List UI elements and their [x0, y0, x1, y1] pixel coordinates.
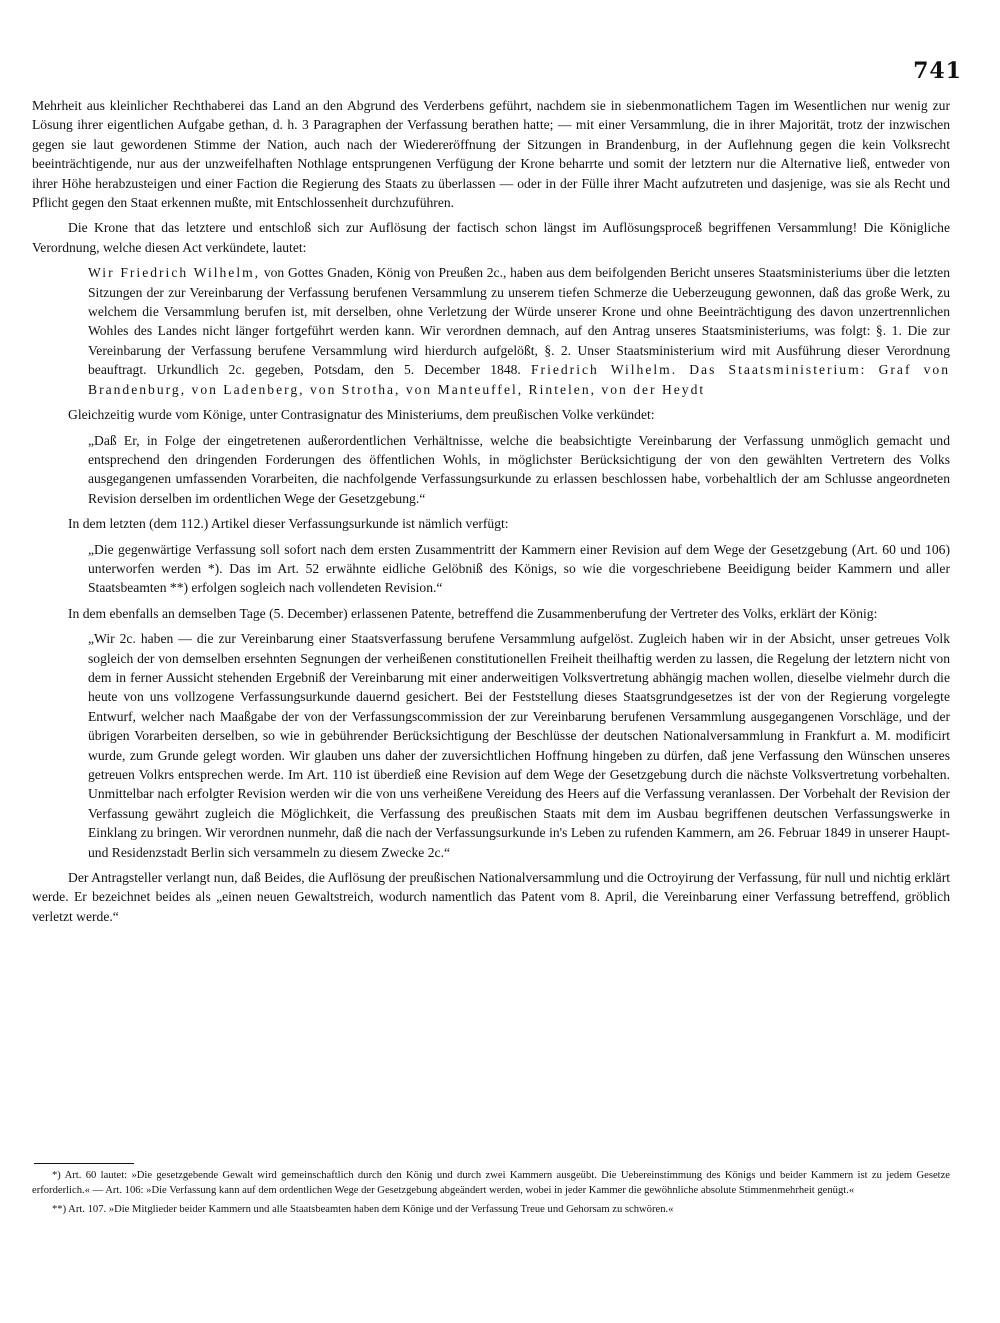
footnotes — [32, 1168, 950, 1222]
paragraph-article-112-intro: In dem letzten (dem 112.) Artikel dieser Verfassungsurkunde ist nämlich verfügt: — [68, 516, 509, 532]
proclamation-quote: „Daß Er, in Folge der eingetretenen außerordentlichen Verhältnisse, welche die beabsichtigte Vereinbarung der Verfassung unmöglich gemacht und entsprechend den dringenden Forderungen des öffentlichen Wohls, in möglichster Berücksichtigung der von den gewählten Vertretern des Volks ausgegangenen umfassenden Vorarbeiten, die nachfolgende Verfassungsurkunde zu erlassen beschlossen habe, vorbehaltlich der am Schlusse angeordneten Revision derselben im ordentlichen Wege der Gesetzgebung.“ — [88, 432, 950, 506]
page-number: 741 — [913, 58, 962, 84]
footnote-2: **) Art. 107. »Die Mitglieder beider Kammern und alle Staatsbeamten haben dem Könige und der Verfassung Treue und Gehorsam zu schwören.« — [52, 1204, 674, 1216]
decree-intro: Wir Friedrich Wilhelm, — [88, 265, 261, 281]
footnote-divider — [34, 1163, 134, 1164]
paragraph-intro: Mehrheit aus kleinlicher Rechthaberei das Land an den Abgrund des Verderbens geführt, nachdem sie in siebenmonatlichem Tagen im Wesentlichen nur wenig zur Lösung ihrer eigentlichen Aufgabe gethan, d. h. 3 Paragraphen der Verfassung berathen hatte; — mit einer Versammlung, die in ihrer Majorität, trotz der inzwischen gegen sie laut gewordenen Stimme der Nation, auch nach der Wiedereröffnung der Sitzungen in Brandenburg, in der Auflehnung gegen die kein Volksrecht beeinträchtigende, nur aus der unzweifelhaften Nothlage entsprungenen Verfügung der Krone beharrte und somit der letztern nur die Alternative ließ, entweder von ihrer Höhe herabzusteigen und einer Faction die Regierung des Staats zu überlassen — oder in der Fülle ihrer Macht aufzutreten und dasjenige, was sie als Recht und Pflicht gegen den Staat erkennen mußte, mit Entschlossenheit durchzuführen. — [32, 98, 950, 211]
patent-quote: „Wir 2c. haben — die zur Vereinbarung einer Staatsverfassung berufene Versammlung aufgelöst. Zugleich haben wir in der Absicht, unser getreues Volk sogleich der von demselben ersehnten Segnungen der verheißenen constitutionellen Freiheit theilhaftig werden zu lassen, die Regelung der letztern nicht von dem in ferner Aussicht stehenden Ergebniß der Vereinbarung mit einer anderweitigen Volksvertretung abhängig machen wollen, dieselbe vielmehr durch die heute von uns vollzogene Verfassungsurkunde dauernd gesichert. Bei der Feststellung dieses Staatsgrundgesetzes ist der von der Regierung vorgelegte Entwurf, welcher nach Maaßgabe der von der Verfassungscommission der zur Vereinbarung berufenen Versammlung ausgegangenen Vorschläge, und der übrigen Vorarbeiten derselben, so wie in gebührender Berücksichtigung der Beschlüsse der deutschen Nationalversammlung in Frankfurt a. M. modificirt wurde, zum Grunde gelegt worden. Wir glauben uns daher der zuversichtlichen Hoffnung hingeben zu dürfen, daß jene Verfassung den Wünschen unseres getreuen Volkrs entsprechen werde. Im Art. 110 ist überdieß eine Revision auf dem Wege der Gesetzgebung durch die nächste Volksvertretung vorbehalten. Unmittelbar nach erfolgter Revision werden wir die von uns verheißene Vereidung des Heers auf die Verfassung veranlassen. Der Vorbehalt der Revision der Verfassung gewährt zugleich die Möglichkeit, die Verfassung des preußischen Staats mit dem im Ausbau begriffenen deutschen Verfassungswerke in Einklang zu bringen. Wir verordnen nunmehr, daß die nach der Verfassungsurkunde in's Leben zu rufenden Kammern, am 26. Februar 1849 in unserer Haupt- und Residenzstadt Berlin sich versammeln zu diesem Zwecke 2c.“ — [88, 631, 950, 860]
paragraph-proclamation-intro: Gleichzeitig wurde vom Könige, unter Contrasignatur des Ministeriums, dem preußischen Volke verkündet: — [68, 407, 655, 423]
paragraph-crown-dissolution: Die Krone that das letztere und entschloß sich zur Auflösung der factisch schon längst im Auflösungsproceß begriffenen Versammlung! Die Königliche Verordnung, welche diesen Act verkündete, lautet: — [32, 220, 950, 255]
footnote-1: *) Art. 60 lautet: »Die gesetzgebende Gewalt wird gemeinschaftlich durch den König und durch zwei Kammern ausgeübt. Die Uebereinstimmung des Königs und beider Kammern ist zu jedem Gesetze erforderlich.« — Art. 106: »Die Verfassung kann auf dem ordentlichen Wege der Gesetzgebung abgeändert werden, wobei in jeder Kammer die gewöhnliche absolute Stimmenmehrheit genügt.« — [32, 1170, 950, 1197]
main-text — [32, 96, 950, 932]
paragraph-patent-intro: In dem ebenfalls an demselben Tage (5. December) erlassenen Patente, betreffend die Zusammenberufung der Vertreter des Volks, erklärt der König: — [68, 605, 878, 621]
royal-decree — [88, 263, 950, 399]
decree-signature: Friedrich Wilhelm. Das Staatsministerium: Graf von Brandenburg, von Ladenberg, von Strotha, von Manteuffel, Rintelen, von der Heydt — [88, 362, 951, 397]
article-112-quote: „Die gegenwärtige Verfassung soll sofort nach dem ersten Zusammentritt der Kammern einer Revision auf dem Wege der Gesetzgebung (Art. 60 und 106) unterworfen werden *). Das im Art. 52 erwähnte eidliche Gelöbniß des Königs, so wie die vorgeschriebene Beeidigung beider Kammern und aller Staatsbeamten **) erfolgen sogleich nach vollendeten Revision.“ — [88, 541, 950, 596]
decree-text: von Gottes Gnaden, König von Preußen 2c., haben aus dem beifolgenden Bericht unseres Staatsministeriums über die letzten Sitzungen der zur Vereinbarung der Verfassung berufenen Versammlung zu unserem tiefen Schmerze die Ueberzeugung gewonnen, daß das große Werk, zu welchem die Versammlung berufen ist, mit derselben, ohne Verletzung der Würde unserer Krone und ohne Beeinträchtigung des davon unzertrennlichen Wohles des Landes nicht länger fortgeführt werden kann. Wir verordnen demnach, auf den Antrag unseres Staatsministeriums, was folgt: §. 1. Die zur Vereinbarung der Verfassung berufene Versammlung wird hierdurch aufgelößt, §. 2. Unser Staatsministerium wird mit Ausführung dieser Verordnung beauftragt. Urkundlich 2c. gegeben, Potsdam, den 5. December 1848. — [88, 265, 950, 378]
paragraph-petitioner: Der Antragsteller verlangt nun, daß Beides, die Auflösung der preußischen Nationalversammlung und die Octroyirung der Verfassung, für null und nichtig erklärt werde. Er bezeichnet beides als „einen neuen Gewaltstreich, wodurch namentlich das Patent vom 8. April, die Vereinbarung einer Verfassung betreffend, gröblich verletzt werde.“ — [32, 870, 950, 924]
